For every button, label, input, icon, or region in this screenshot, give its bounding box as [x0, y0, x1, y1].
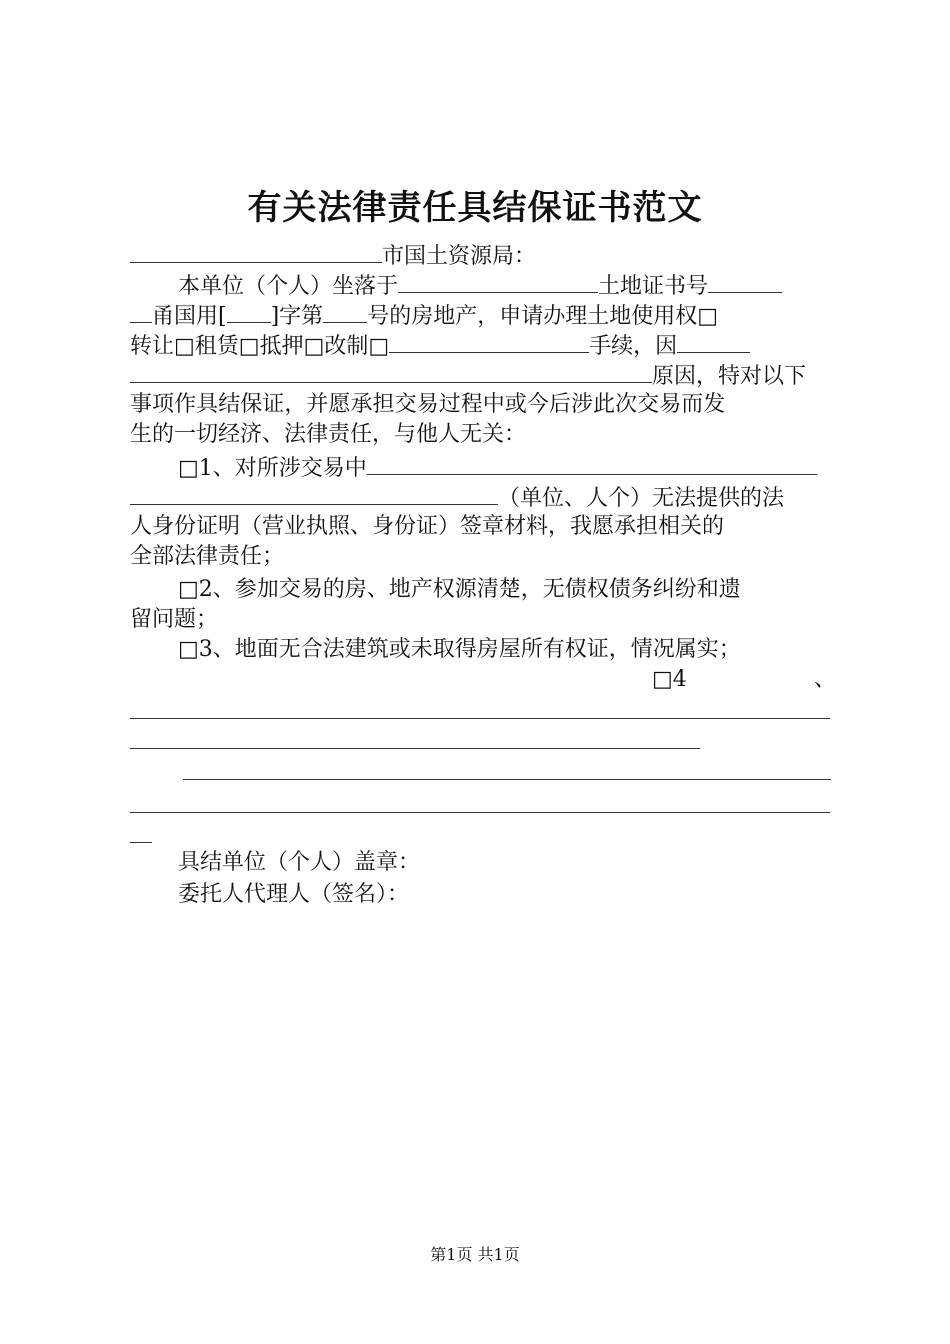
- agent-signature-label: 委托人代理人（签名）：: [178, 882, 410, 907]
- p1-line-1: [178, 268, 832, 302]
- guarantee-text-2: 生的一切经济、法律责任，与他人无关：: [130, 422, 527, 447]
- item1-party-blank[interactable]: [367, 450, 817, 475]
- item2-checkbox-label[interactable]: □2、参加交易的房、地产权源清楚，无债权债务纠纷和遗: [178, 577, 741, 602]
- year-blank[interactable]: [227, 298, 271, 323]
- guarantee-text-1: 事项作具结保证，并愿承担交易过程中或今后涉此次交易而发: [130, 392, 726, 417]
- addressee-line: [130, 238, 832, 272]
- page-footer: 第1页 共1页: [430, 1245, 520, 1264]
- item3-checkbox-label[interactable]: □3、地面无合法建筑或未取得房屋所有权证，情况属实；: [178, 637, 741, 662]
- item1-checkbox-label[interactable]: □1、对所涉交易中: [178, 456, 367, 481]
- document-title: 有关法律责任具结保证书范文: [247, 188, 703, 228]
- p1-line-6: [130, 418, 832, 452]
- reason-blank[interactable]: [677, 328, 750, 353]
- p1-line-5: [130, 388, 832, 422]
- cert-word-label: ]字第: [270, 304, 324, 329]
- item4-separator: 、: [814, 667, 837, 692]
- item1-line-1: [178, 450, 832, 484]
- procedure-text: 手续，因: [589, 334, 678, 359]
- cert-no-blank-cont[interactable]: [130, 298, 152, 323]
- item3-line: [178, 633, 832, 667]
- item2-line-1: [178, 573, 832, 607]
- signature-unit-line: [178, 846, 832, 880]
- item1-text-3: 人身份证明（营业执照、身份证）签章材料，我愿承担相关的: [130, 514, 725, 539]
- item1-text-4: 全部法律责任；: [130, 544, 285, 569]
- item2-line-2: [130, 603, 832, 637]
- item4-blank-line-3[interactable]: [183, 779, 831, 780]
- cert-number-blank[interactable]: [323, 298, 367, 323]
- item1-party-blank-cont[interactable]: [130, 480, 498, 505]
- bureau-name-blank[interactable]: [130, 238, 382, 263]
- cert-no-blank[interactable]: [708, 268, 782, 293]
- cert-prefix: 甬国用[: [152, 304, 227, 329]
- cert-no-label: 土地证书号: [598, 274, 709, 299]
- reason-blank-cont[interactable]: [130, 358, 652, 383]
- item4-line: [652, 663, 837, 697]
- item1-text-2: （单位、人个）无法提供的法: [498, 486, 785, 511]
- addressee-text: 市国土资源局：: [382, 244, 537, 269]
- item4-blank-line-1[interactable]: [130, 718, 830, 719]
- item4-blank-line-5[interactable]: [130, 842, 152, 843]
- item1-line-4: [130, 540, 832, 574]
- apply-text: 号的房地产，申请办理土地使用权□: [367, 304, 718, 329]
- item4-blank-line-2[interactable]: [130, 748, 700, 749]
- item1-line-3: [130, 510, 832, 544]
- reason-text: 原因，特对以下: [652, 364, 807, 389]
- location-label: 本单位（个人）坐落于: [178, 274, 399, 299]
- item1-line-2: [130, 480, 832, 514]
- p1-line-2: [130, 298, 832, 332]
- p1-line-4: [130, 358, 832, 392]
- unit-seal-label: 具结单位（个人）盖章：: [178, 850, 421, 875]
- item4-checkbox-label[interactable]: □4: [652, 667, 687, 692]
- p1-line-3: [130, 328, 832, 362]
- transaction-type-options[interactable]: 转让□租赁□抵押□改制□: [130, 334, 390, 359]
- other-type-blank[interactable]: [389, 328, 589, 353]
- signature-agent-line: [178, 878, 832, 912]
- location-blank[interactable]: [398, 268, 598, 293]
- item2-text-2: 留问题；: [130, 607, 219, 632]
- item4-blank-line-4[interactable]: [130, 812, 830, 813]
